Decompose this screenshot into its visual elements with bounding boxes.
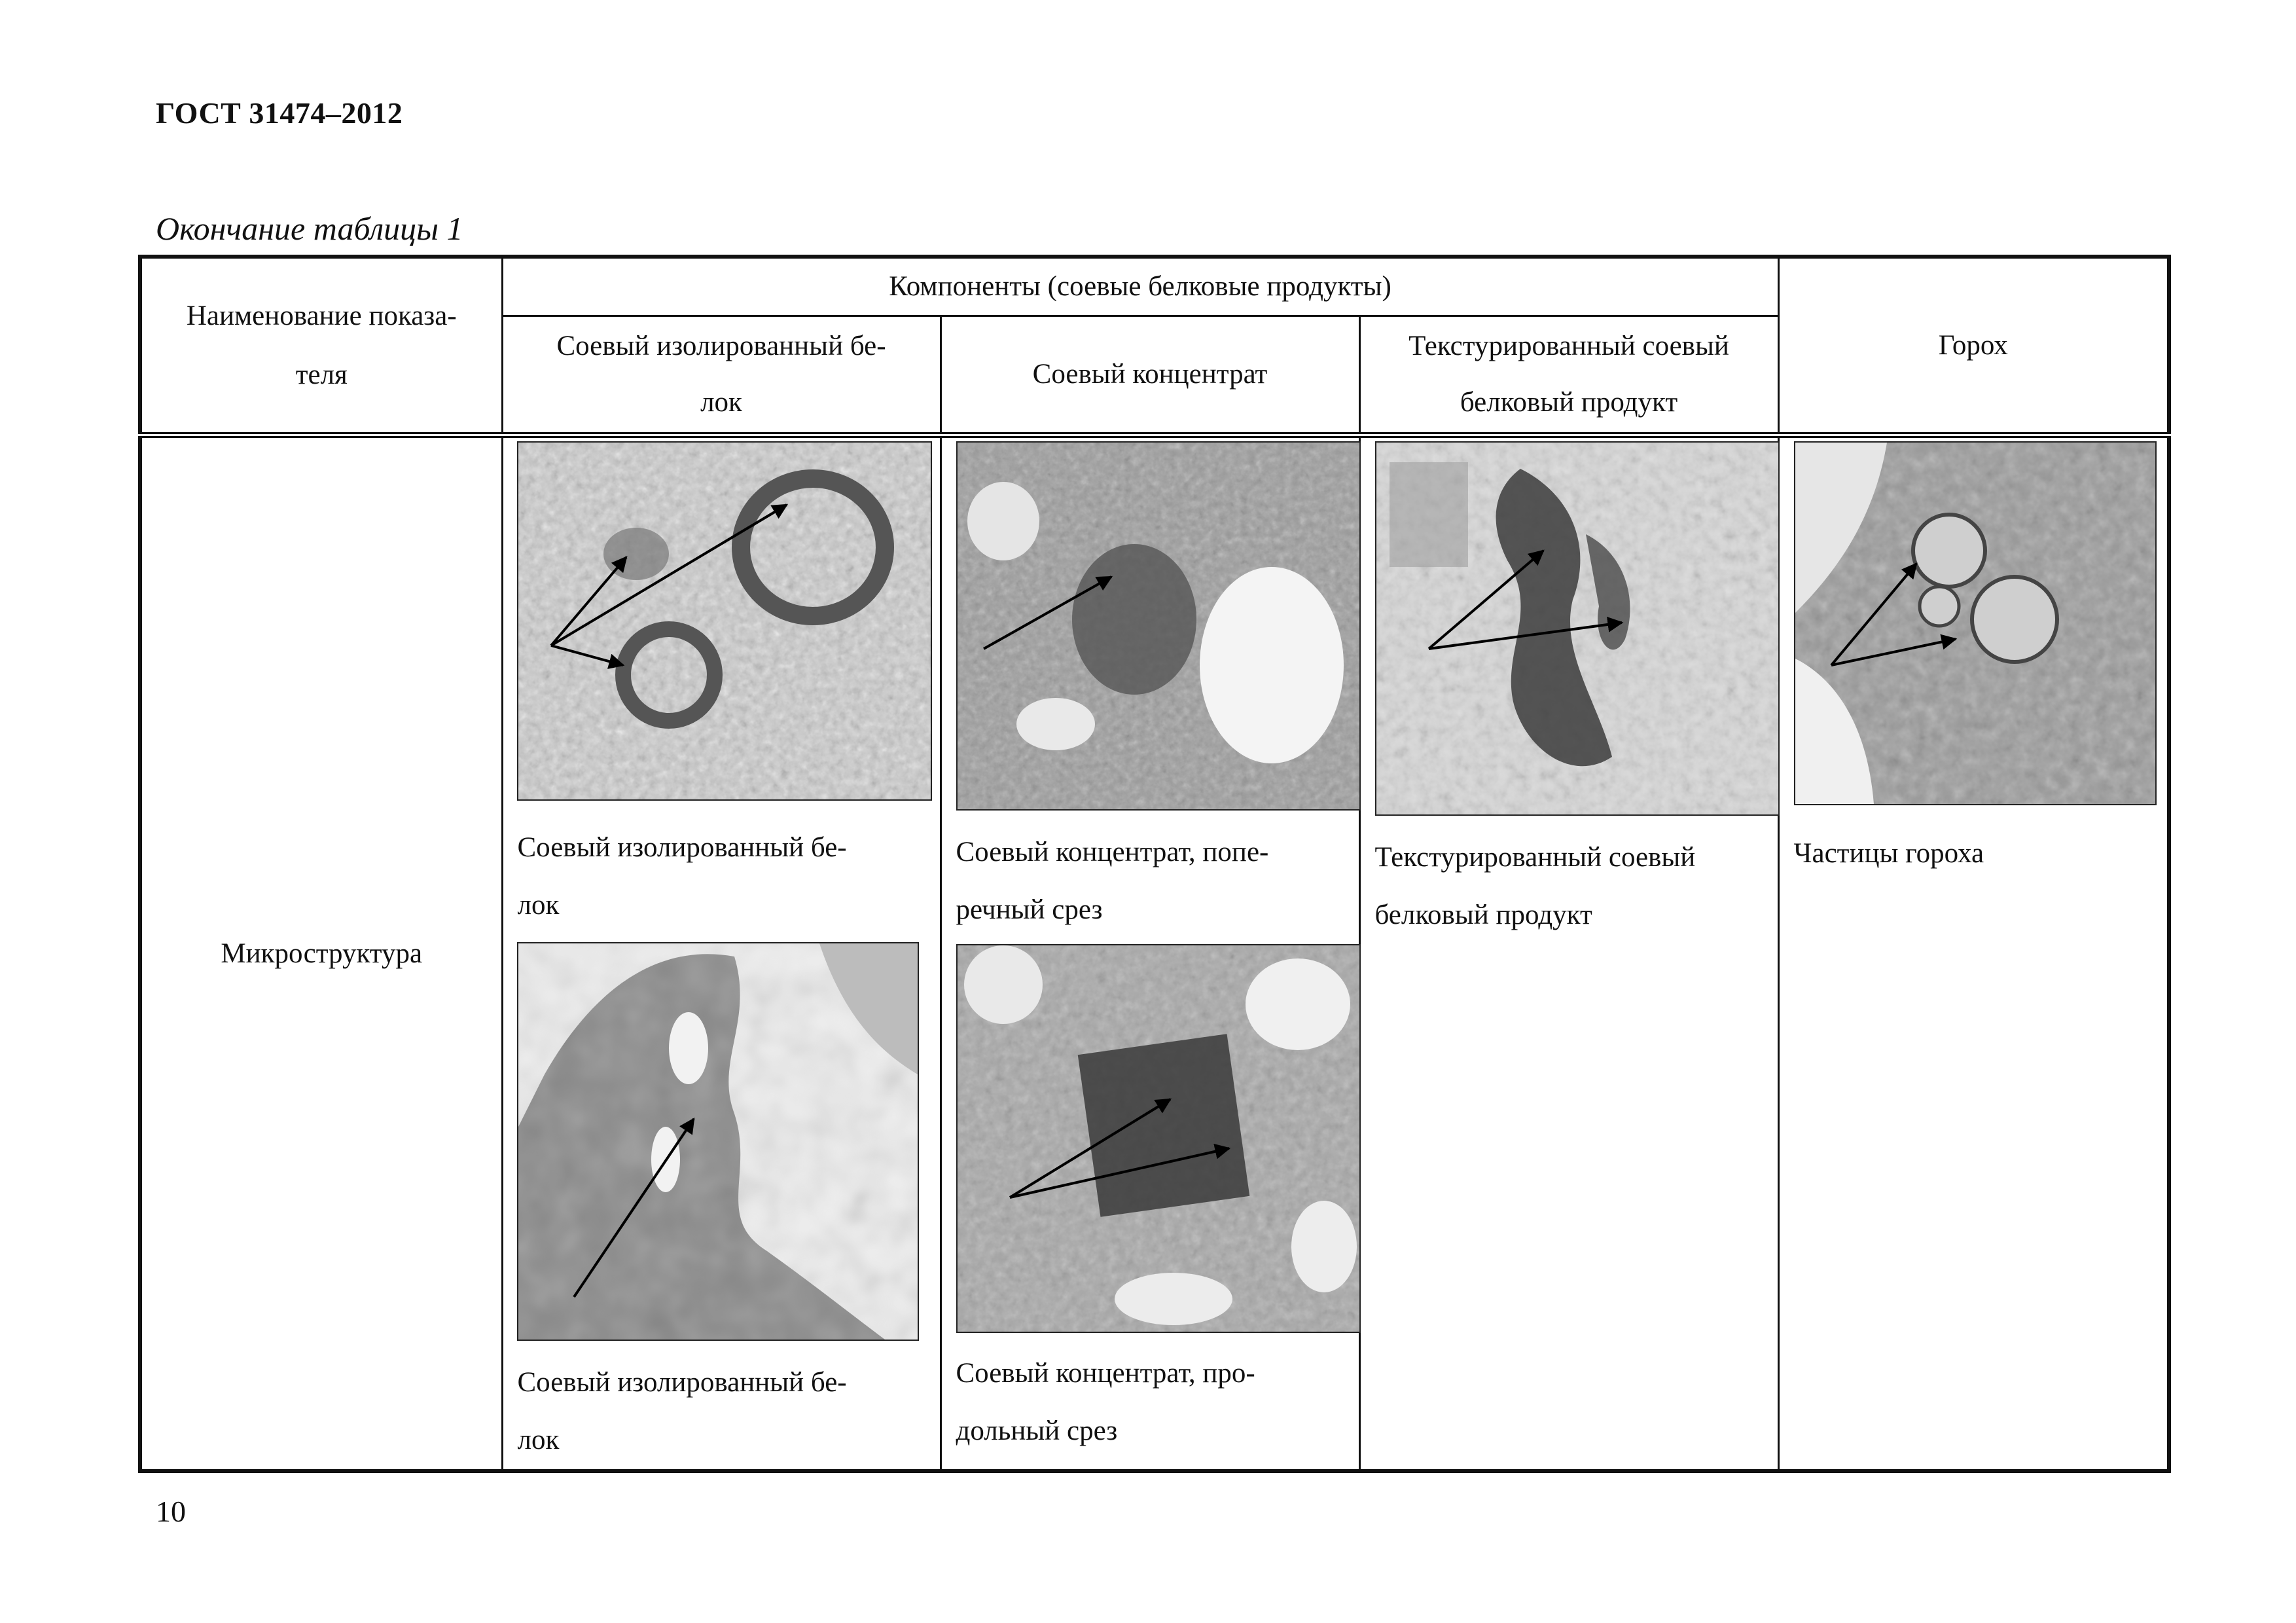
micrograph-concentrate-cross [956,441,1361,811]
header-textured [1359,316,1778,435]
header-indicator [140,257,502,435]
header-components-label: Компоненты (соевые белковые продукты) [889,271,1391,302]
row-label-cell [140,435,502,1472]
header-concentrate [941,316,1359,435]
header-concentrate-label: Соевый концентрат [1032,359,1268,390]
caption-concentrate-longitudinal [942,1345,1359,1460]
micrograph-concentrate-longitudinal [956,944,1361,1333]
cell-textured [1359,435,1778,1472]
micrograph-isolate-1 [517,441,932,801]
caption-concentrate-cross-text: Соевый концентрат, попе- речный срез [956,837,1269,925]
table-caption: Окончание таблицы 1 [156,210,463,247]
header-components-group [502,257,1778,316]
header-indicator-label: Наименование показа- теля [186,300,457,390]
caption-isolate-1 [503,819,940,934]
micrograph-peas [1794,441,2157,805]
cell-isolate [502,435,941,1472]
caption-isolate-2 [503,1354,940,1469]
header-isolate [502,316,941,435]
caption-peas [1780,825,2168,883]
cell-peas [1778,435,2169,1472]
caption-textured-text: Текстурированный соевый белковый продукт [1374,842,1696,930]
header-peas-label: Горох [1938,329,2008,361]
caption-isolate-2-text: Соевый изолированный бе- лок [517,1367,847,1455]
caption-isolate-1-text: Соевый изолированный бе- лок [517,832,847,921]
header-isolate-label: Соевый изолированный бе- лок [556,331,886,418]
micrograph-textured [1375,441,1780,816]
cell-concentrate [941,435,1359,1472]
header-textured-label: Текстурированный соевый белковый продукт [1408,331,1729,418]
caption-textured [1361,829,1778,944]
document-header: ГОСТ 31474–2012 [156,96,403,130]
page-number: 10 [156,1495,186,1528]
header-peas [1778,257,2169,435]
micrograph-isolate-2 [517,942,919,1341]
caption-concentrate-cross [942,824,1359,939]
caption-concentrate-longitudinal-text: Соевый концентрат, про- дольный срез [956,1358,1255,1446]
caption-peas-text: Частицы гороха [1793,838,1984,869]
microstructure-table [138,255,2171,1473]
row-label-microstructure: Микроструктура [221,938,423,969]
